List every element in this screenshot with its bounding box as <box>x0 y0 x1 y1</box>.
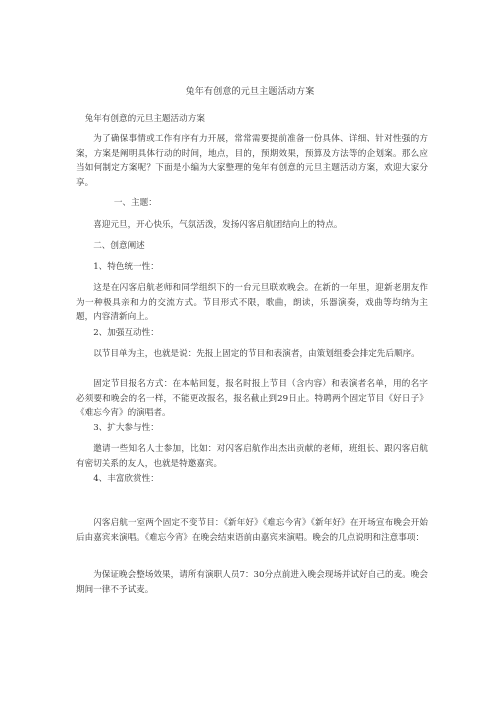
item-heading-participation: 3、扩大参与性： <box>93 423 159 433</box>
theme-paragraph: 喜迎元旦，开心快乐，气氛活泼，发扬闪客启航团结向上的特点。 <box>93 220 343 230</box>
item-heading-appreciation: 4、丰富欣赏性： <box>93 474 159 484</box>
participation-paragraph: 邀请一些知名人士参加，比如：对闪客启航作出杰出贡献的老师，班组长、跟闪客启航有密切关系的友人，也就是特邀嘉宾。 <box>76 444 428 469</box>
intro-paragraph: 为了确保事情或工作有序有力开展，常常需要提前准备一份具体、详细、针对性强的方案，方案是阐明具体行动的时间，地点，目的，预期效果，预算及方法等的企划案。那么应当如何制定方案呢？下面是小编为大家整理的兔年有创意的元旦主题活动方案，欢迎大家分享。 <box>76 134 428 188</box>
unity-paragraph: 这是在闪客启航老师和同学组织下的一台元旦联欢晚会。在新的一年里，迎新老朋友作为一种极具亲和力的交流方式。节目形式不限，歌曲，朗读，乐器演奏，戏曲等均纳为主题，内容清新向上。 <box>76 283 428 322</box>
section-heading-creative: 二、创意阐述 <box>93 241 145 251</box>
item-heading-unity: 1、特色统一性： <box>93 262 159 272</box>
appreciation-paragraph: 闪客启航一室两个固定不变节目：《新年好》《难忘今宵》《新年好》在开场宣布晚会开始后由嘉宾来演唱。《难忘今宵》在晚会结束语前由嘉宾来演唱。晚会的几点说明和注意事项： <box>76 518 428 543</box>
interaction-paragraph: 以节目单为主，也就是说：先报上固定的节目和表演者，由策划组委会排定先后顺序。 <box>93 349 420 359</box>
notice-paragraph: 为保证晚会整场效果，请所有演职人员7：30分点前进入晚会现场并试好自己的麦。晚会期间一律不予试麦。 <box>76 570 428 595</box>
item-heading-interaction: 2、加强互动性： <box>93 328 159 338</box>
document-subtitle: 兔年有创意的元旦主题活动方案 <box>84 114 205 124</box>
document-title: 兔年有创意的元旦主题活动方案 <box>185 87 315 97</box>
signup-paragraph: 固定节目报名方式：在本帖回复，报名时报上节目（含内容）和表演者名单，用的名字必须要和晚会的名一样，不能更改报名，报名截止到29日止。特聘两个固定节目《好日子》《难忘今宵》的演唱者。 <box>76 379 428 418</box>
section-heading-theme: 一、主题： <box>113 198 157 208</box>
